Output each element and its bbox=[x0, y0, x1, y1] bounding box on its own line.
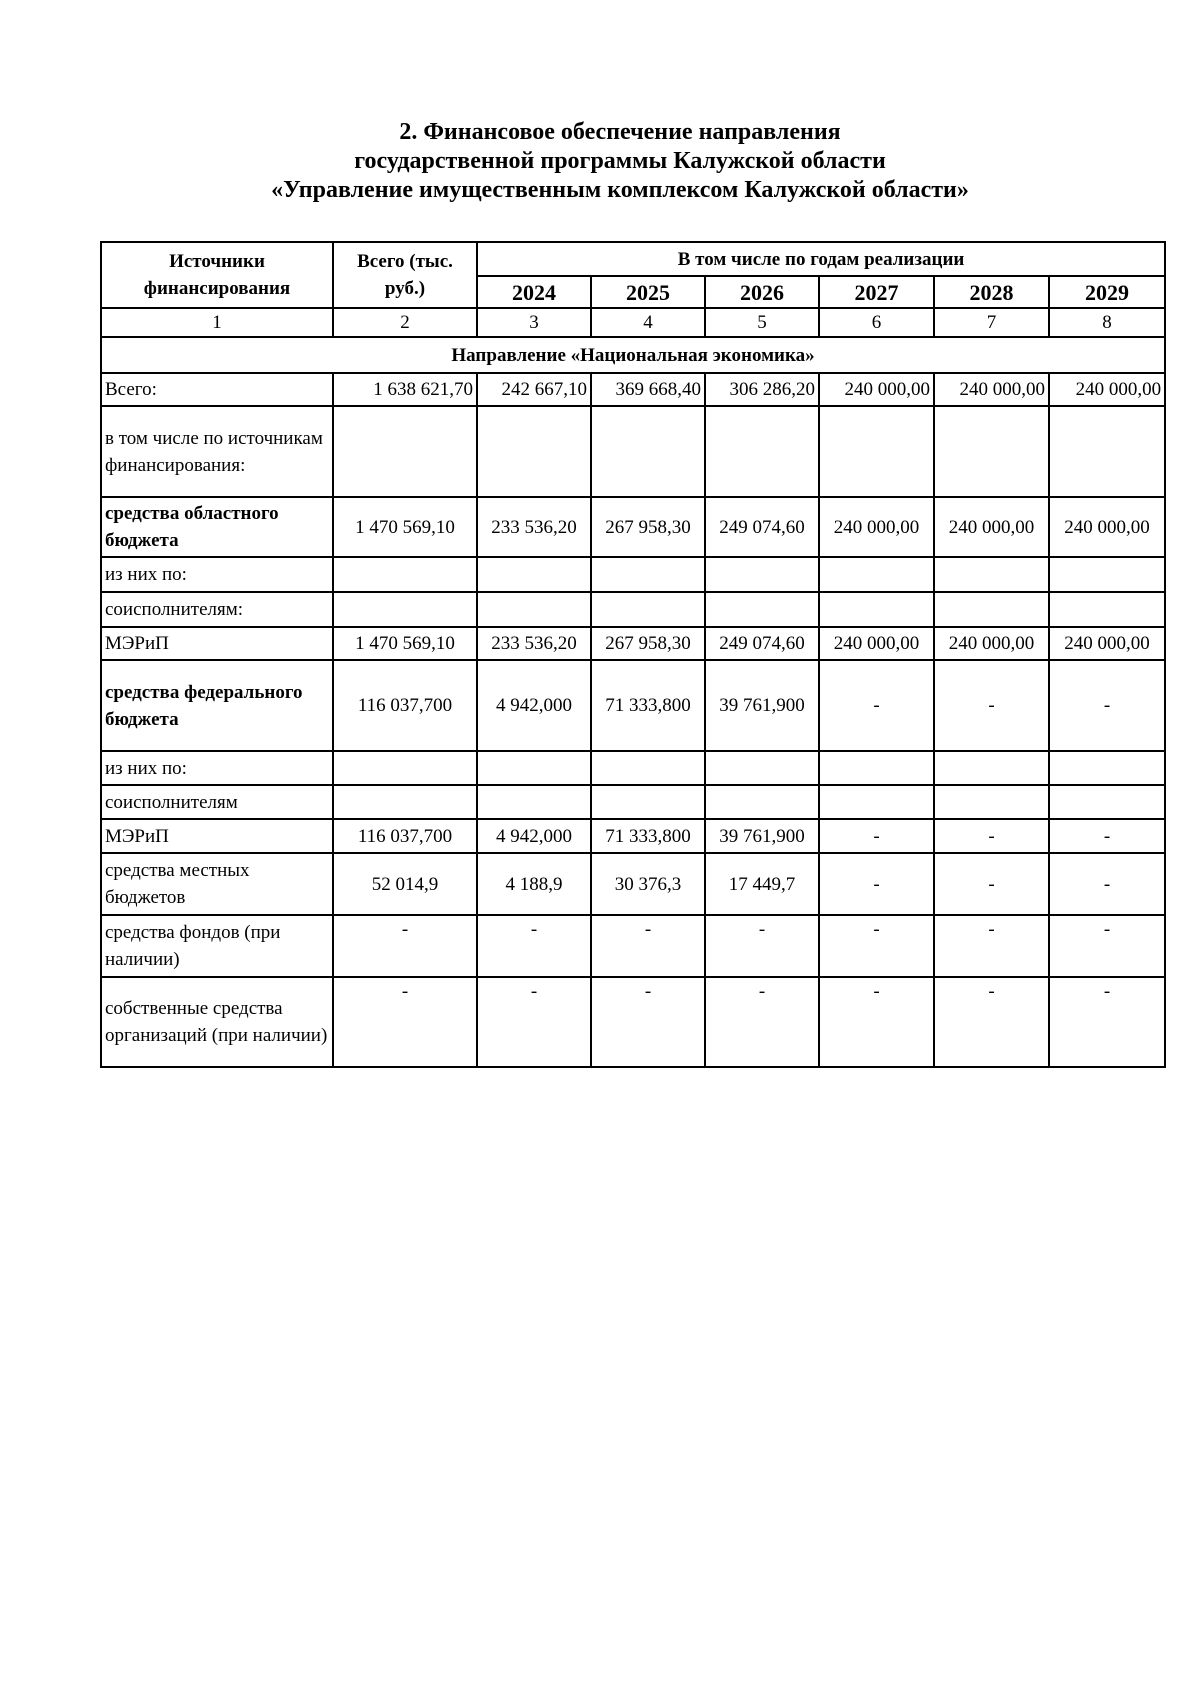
value-cell bbox=[591, 785, 705, 819]
value-cell: 4 942,000 bbox=[477, 660, 591, 751]
column-number: 6 bbox=[819, 308, 934, 337]
value-cell bbox=[591, 557, 705, 592]
value-cell: 116 037,700 bbox=[333, 819, 477, 853]
row-label: средства областного бюджета bbox=[101, 497, 333, 557]
value-cell bbox=[1049, 751, 1165, 785]
value-cell bbox=[333, 406, 477, 497]
value-cell: - bbox=[819, 819, 934, 853]
direction-title: Направление «Национальная экономика» bbox=[101, 337, 1165, 373]
title-line-3: «Управление имущественным комплексом Калужской области» bbox=[271, 177, 969, 203]
row-label: собственные средства организаций (при наличии) bbox=[101, 977, 333, 1067]
value-cell: - bbox=[1049, 819, 1165, 853]
value-cell: - bbox=[819, 853, 934, 915]
value-cell: 240 000,00 bbox=[934, 373, 1049, 406]
row-label: из них по: bbox=[101, 557, 333, 592]
value-cell: 116 037,700 bbox=[333, 660, 477, 751]
value-cell bbox=[477, 592, 591, 627]
row-label: из них по: bbox=[101, 751, 333, 785]
value-cell: 4 942,000 bbox=[477, 819, 591, 853]
value-cell: 17 449,7 bbox=[705, 853, 819, 915]
value-cell bbox=[333, 592, 477, 627]
header-year: 2028 bbox=[934, 276, 1049, 308]
value-cell bbox=[705, 557, 819, 592]
table-row bbox=[101, 592, 1165, 627]
value-cell bbox=[477, 557, 591, 592]
value-cell: - bbox=[705, 977, 819, 1067]
header-by-years: В том числе по годам реализации bbox=[477, 242, 1165, 276]
value-cell: 233 536,20 bbox=[477, 497, 591, 557]
value-cell bbox=[591, 406, 705, 497]
value-cell: 4 188,9 bbox=[477, 853, 591, 915]
value-cell bbox=[705, 751, 819, 785]
column-number: 5 bbox=[705, 308, 819, 337]
value-cell bbox=[819, 406, 934, 497]
value-cell: - bbox=[934, 977, 1049, 1067]
table-row bbox=[101, 373, 1165, 406]
table-row bbox=[101, 660, 1165, 751]
value-cell bbox=[819, 557, 934, 592]
value-cell: - bbox=[591, 915, 705, 977]
header-sources: Источники финансирования bbox=[101, 242, 333, 308]
value-cell: 240 000,00 bbox=[1049, 627, 1165, 660]
direction-row bbox=[101, 337, 1165, 373]
column-number: 2 bbox=[333, 308, 477, 337]
value-cell: - bbox=[705, 915, 819, 977]
column-number: 1 bbox=[101, 308, 333, 337]
value-cell: 52 014,9 bbox=[333, 853, 477, 915]
column-number: 7 bbox=[934, 308, 1049, 337]
value-cell: 1 470 569,10 bbox=[333, 627, 477, 660]
row-label: средства федерального бюджета bbox=[101, 660, 333, 751]
value-cell: 240 000,00 bbox=[819, 373, 934, 406]
title-line-2: государственной программы Калужской области bbox=[354, 148, 886, 174]
value-cell: 240 000,00 bbox=[819, 497, 934, 557]
value-cell: 249 074,60 bbox=[705, 627, 819, 660]
row-label: соисполнителям bbox=[101, 785, 333, 819]
value-cell bbox=[477, 751, 591, 785]
value-cell bbox=[1049, 406, 1165, 497]
column-number: 8 bbox=[1049, 308, 1165, 337]
value-cell: - bbox=[1049, 915, 1165, 977]
title-line-1: 2. Финансовое обеспечение направления bbox=[399, 119, 841, 145]
value-cell bbox=[477, 785, 591, 819]
header-year: 2029 bbox=[1049, 276, 1165, 308]
table-row bbox=[101, 819, 1165, 853]
value-cell: 267 958,30 bbox=[591, 497, 705, 557]
value-cell: 242 667,10 bbox=[477, 373, 591, 406]
table-row bbox=[101, 915, 1165, 977]
table-row bbox=[101, 853, 1165, 915]
value-cell: 39 761,900 bbox=[705, 819, 819, 853]
value-cell: - bbox=[819, 977, 934, 1067]
value-cell: - bbox=[819, 660, 934, 751]
value-cell: 1 638 621,70 bbox=[333, 373, 477, 406]
value-cell bbox=[819, 751, 934, 785]
value-cell bbox=[934, 406, 1049, 497]
table-row bbox=[101, 497, 1165, 557]
value-cell bbox=[819, 785, 934, 819]
value-cell: 240 000,00 bbox=[819, 627, 934, 660]
row-label: Всего: bbox=[101, 373, 333, 406]
value-cell bbox=[333, 557, 477, 592]
value-cell bbox=[1049, 592, 1165, 627]
value-cell bbox=[705, 406, 819, 497]
value-cell bbox=[934, 557, 1049, 592]
value-cell bbox=[934, 785, 1049, 819]
row-label: в том числе по источникам финансирования: bbox=[101, 406, 333, 497]
value-cell: - bbox=[1049, 853, 1165, 915]
header-total: Всего (тыс. руб.) bbox=[333, 242, 477, 308]
row-label: средства фондов (при наличии) bbox=[101, 915, 333, 977]
table-row bbox=[101, 751, 1165, 785]
value-cell: - bbox=[333, 915, 477, 977]
value-cell: 306 286,20 bbox=[705, 373, 819, 406]
header-year: 2025 bbox=[591, 276, 705, 308]
value-cell: 240 000,00 bbox=[934, 497, 1049, 557]
value-cell bbox=[591, 592, 705, 627]
value-cell: - bbox=[1049, 660, 1165, 751]
column-numbers-row bbox=[101, 308, 1165, 337]
value-cell: 233 536,20 bbox=[477, 627, 591, 660]
value-cell bbox=[934, 592, 1049, 627]
header-year: 2027 bbox=[819, 276, 934, 308]
value-cell bbox=[705, 592, 819, 627]
value-cell: 369 668,40 bbox=[591, 373, 705, 406]
value-cell: - bbox=[819, 915, 934, 977]
value-cell: - bbox=[934, 853, 1049, 915]
value-cell bbox=[819, 592, 934, 627]
value-cell: 240 000,00 bbox=[934, 627, 1049, 660]
table-row bbox=[101, 627, 1165, 660]
value-cell bbox=[934, 751, 1049, 785]
value-cell: - bbox=[477, 915, 591, 977]
value-cell: 240 000,00 bbox=[1049, 497, 1165, 557]
value-cell: 39 761,900 bbox=[705, 660, 819, 751]
value-cell bbox=[705, 785, 819, 819]
row-label: средства местных бюджетов bbox=[101, 853, 333, 915]
value-cell: 71 333,800 bbox=[591, 819, 705, 853]
value-cell bbox=[477, 406, 591, 497]
document-title bbox=[0, 118, 1200, 205]
value-cell bbox=[333, 751, 477, 785]
financing-table bbox=[100, 241, 1166, 1068]
value-cell: 249 074,60 bbox=[705, 497, 819, 557]
header-row bbox=[101, 242, 1165, 276]
value-cell bbox=[333, 785, 477, 819]
value-cell: 30 376,3 bbox=[591, 853, 705, 915]
value-cell: 71 333,800 bbox=[591, 660, 705, 751]
value-cell: 240 000,00 bbox=[1049, 373, 1165, 406]
value-cell: - bbox=[591, 977, 705, 1067]
value-cell: 267 958,30 bbox=[591, 627, 705, 660]
value-cell: - bbox=[934, 660, 1049, 751]
row-label: МЭРиП bbox=[101, 627, 333, 660]
header-year: 2026 bbox=[705, 276, 819, 308]
value-cell bbox=[591, 751, 705, 785]
value-cell: - bbox=[1049, 977, 1165, 1067]
table-row bbox=[101, 977, 1165, 1067]
table-row bbox=[101, 406, 1165, 497]
column-number: 3 bbox=[477, 308, 591, 337]
header-year: 2024 bbox=[477, 276, 591, 308]
value-cell bbox=[1049, 785, 1165, 819]
table-row bbox=[101, 785, 1165, 819]
value-cell: - bbox=[333, 977, 477, 1067]
table-row bbox=[101, 557, 1165, 592]
value-cell bbox=[1049, 557, 1165, 592]
value-cell: - bbox=[934, 915, 1049, 977]
row-label: МЭРиП bbox=[101, 819, 333, 853]
row-label: соисполнителям: bbox=[101, 592, 333, 627]
column-number: 4 bbox=[591, 308, 705, 337]
value-cell: - bbox=[934, 819, 1049, 853]
value-cell: - bbox=[477, 977, 591, 1067]
value-cell: 1 470 569,10 bbox=[333, 497, 477, 557]
